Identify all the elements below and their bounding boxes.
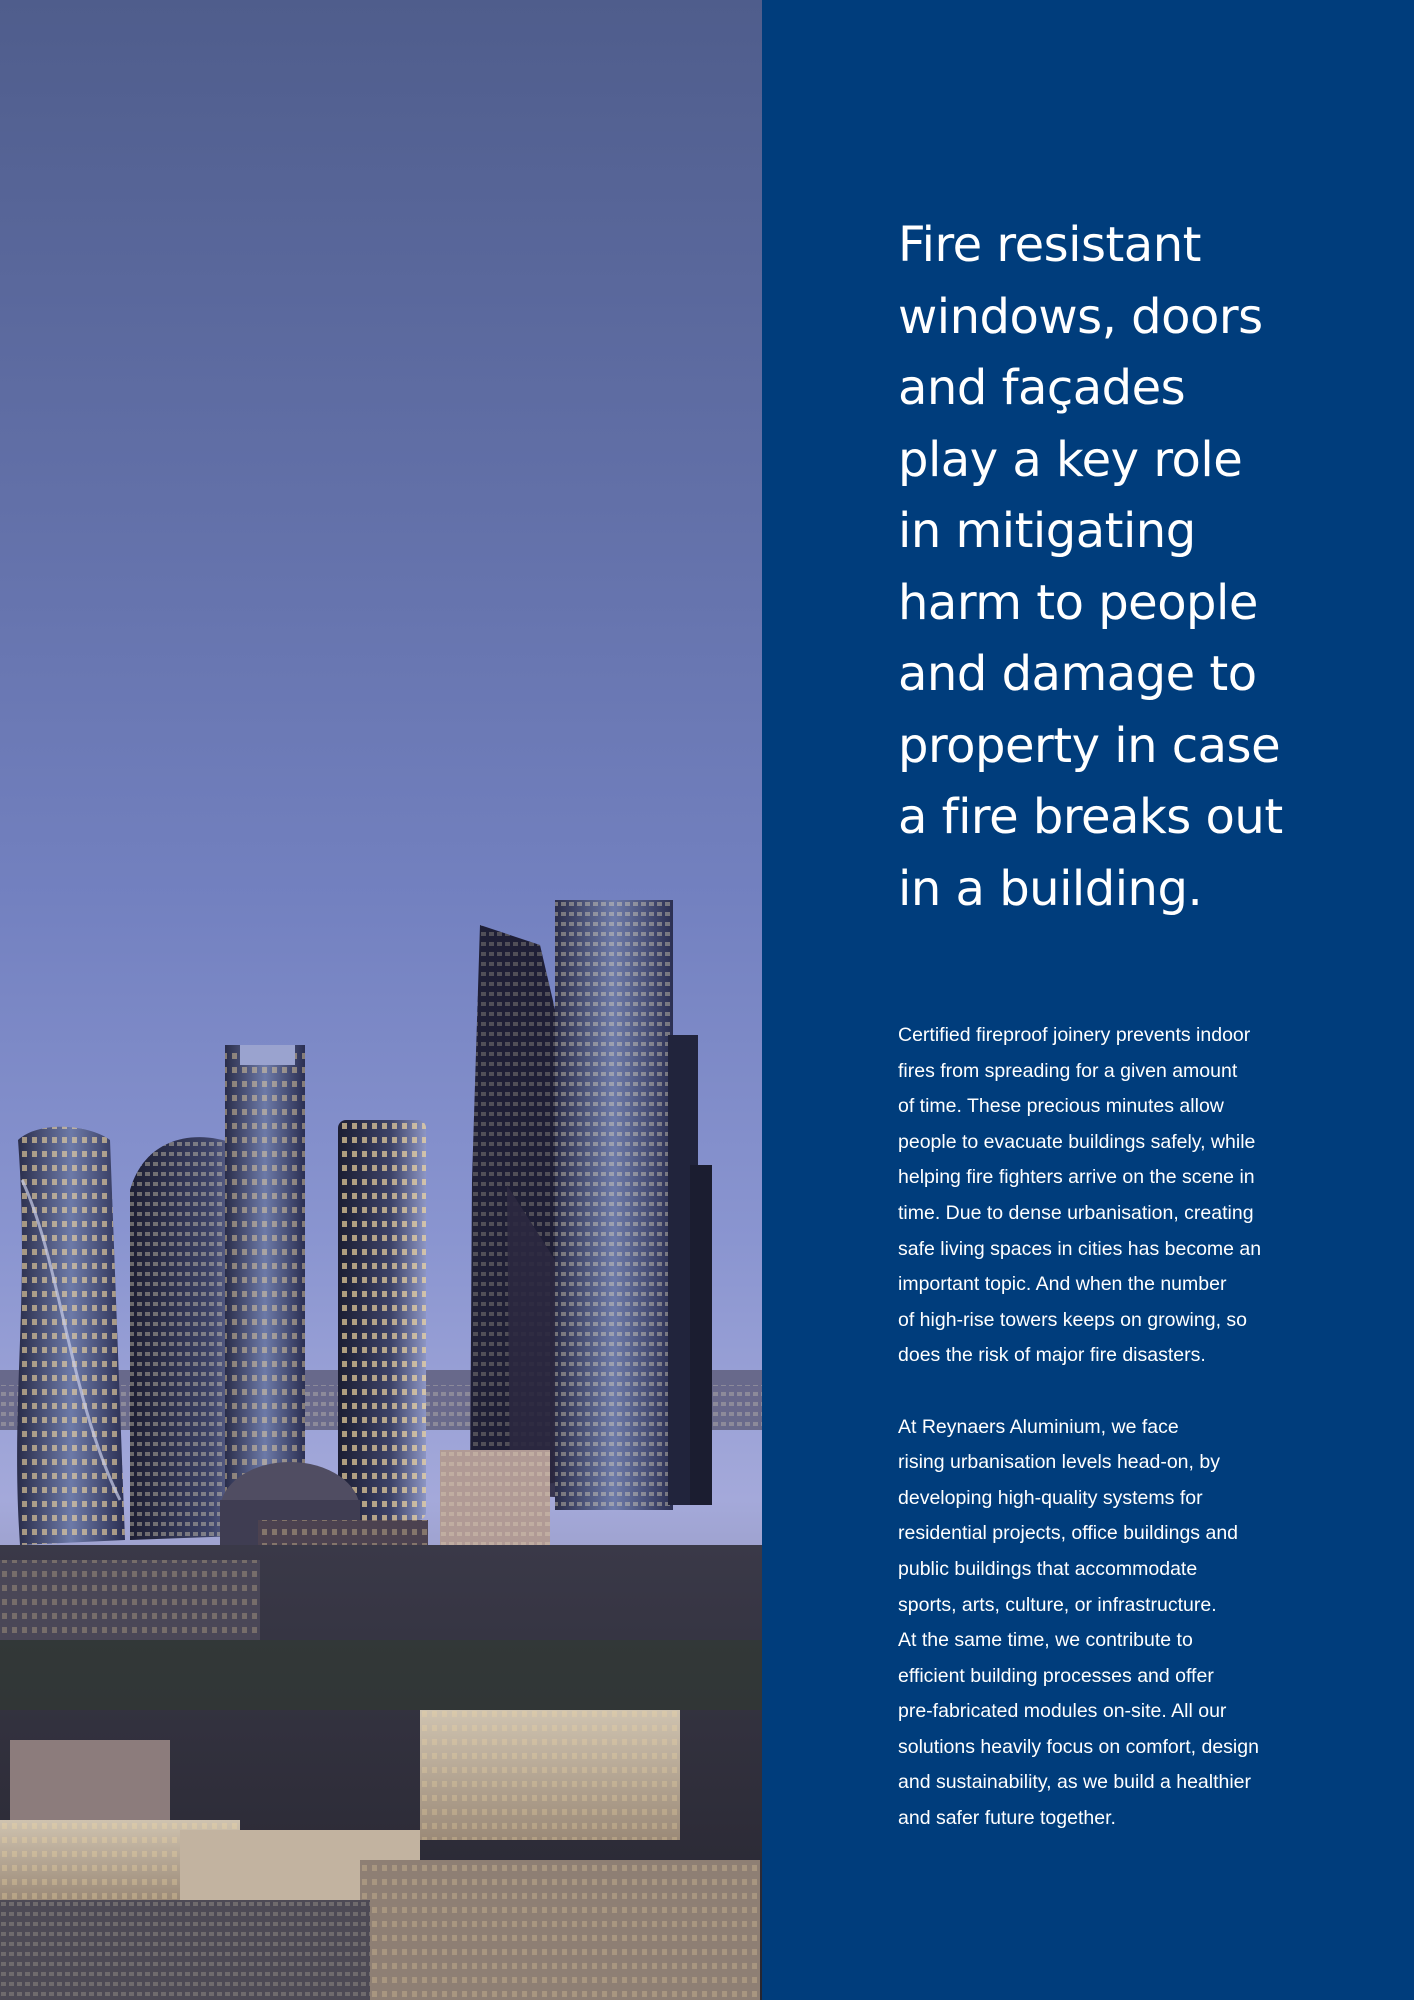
body-paragraph-1: Certified fireproof joinery prevents indoor fires from spreading for a given amount of time. These precious minutes allow people to evacuate buildings safely, while helping fire fighters arrive on the scene in time. Due to dense urbanisation, creating safe living spaces in cities has become an important topic. And when the number of high-rise towers keeps on growing, so does the risk of major fire disasters. xyxy=(898,1024,1262,1367)
headline: Fire resistant windows, doors and façades play a key role in mitigating harm to people and damage to property in case a fire breaks out in a building. xyxy=(898,217,1283,917)
body-copy xyxy=(898,1018,1318,1872)
body-paragraph-2: At Reynaers Aluminium, we face rising urbanisation levels head-on, by developing high-quality systems for residential projects, office buildings and public buildings that accommodate sports, arts, culture, or infrastructure. At the same time, we contribute to efficient building processes and offer pre-fabricated modules on-site. All our solutions heavily focus on comfort, design and sustainability, as we build a healthier and safer future together. xyxy=(898,1415,1259,1830)
text-panel xyxy=(762,0,1414,2000)
